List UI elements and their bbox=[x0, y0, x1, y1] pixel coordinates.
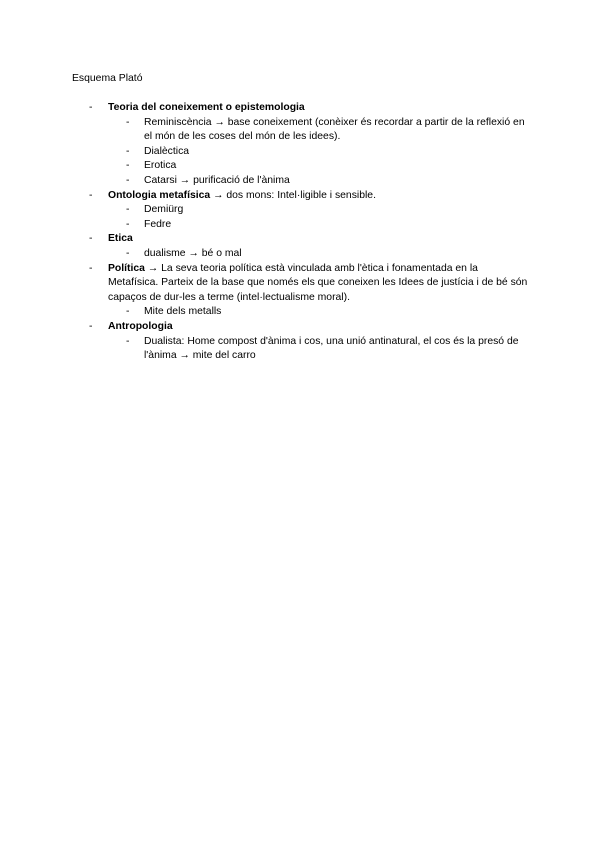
sub-item-text: Fedre bbox=[144, 218, 172, 230]
bullet-dash: - bbox=[126, 116, 130, 128]
sub-item-text: Catarsi → purificació de l'ànima bbox=[144, 174, 290, 186]
sub-item bbox=[72, 174, 530, 189]
outline-item-anthropology bbox=[72, 320, 530, 335]
sub-item-text: Mite dels metalls bbox=[144, 306, 222, 318]
item-heading: Ontologia metafísica bbox=[108, 189, 211, 201]
bullet-dash: - bbox=[89, 102, 93, 113]
sub-item bbox=[72, 305, 530, 320]
bullet-dash: - bbox=[89, 320, 93, 332]
sub-item bbox=[72, 203, 530, 218]
sub-item bbox=[72, 145, 530, 160]
sub-item bbox=[72, 218, 530, 233]
item-heading: Antropologia bbox=[108, 320, 173, 332]
bullet-dash: - bbox=[126, 160, 130, 172]
item-heading: Teoria del coneixement o epistemologia bbox=[108, 102, 305, 113]
bullet-dash: - bbox=[89, 262, 93, 274]
sub-list-anthropology bbox=[72, 335, 530, 364]
outline-item-ethics bbox=[72, 232, 530, 247]
sub-item bbox=[72, 335, 530, 364]
outline-list bbox=[72, 101, 530, 364]
outline-item-politics bbox=[72, 262, 530, 306]
document-title: Esquema Plató bbox=[72, 73, 143, 84]
sub-list-ethics bbox=[72, 247, 530, 262]
sub-list-ontology bbox=[72, 203, 530, 232]
bullet-dash: - bbox=[126, 204, 130, 216]
bullet-dash: - bbox=[126, 247, 130, 259]
sub-item-text: Erotica bbox=[144, 160, 177, 172]
bullet-dash: - bbox=[89, 233, 93, 245]
sub-item-text: Demiürg bbox=[144, 204, 184, 216]
sub-item-text: dualisme → bé o mal bbox=[144, 247, 242, 259]
item-text: → dos mons: Intel·ligible i sensible. bbox=[210, 189, 376, 201]
item-text: → La seva teoria política està vinculada amb l'ètica i fonamentada en la Metafísica. Parteix de la base que només els que coneixen les Idees de justícia i de bé són capaços de dur-les a terme (intel·lectualisme moral). bbox=[108, 262, 528, 303]
bullet-dash: - bbox=[126, 306, 130, 318]
bullet-dash: - bbox=[126, 335, 130, 347]
outline-item-epistemology bbox=[72, 101, 530, 116]
item-heading: Etica bbox=[108, 233, 133, 245]
sub-item bbox=[72, 247, 530, 262]
item-heading: Política bbox=[108, 262, 145, 274]
sub-list-epistemology bbox=[72, 116, 530, 189]
sub-item bbox=[72, 159, 530, 174]
sub-item-text: Dialèctica bbox=[144, 145, 190, 157]
sub-item-text: Reminiscència → base coneixement (conèixer és recordar a partir de la reflexió en el món de les coses del món de les idees). bbox=[144, 116, 525, 143]
bullet-dash: - bbox=[89, 189, 93, 201]
sub-item-text: Dualista: Home compost d'ànima i cos, una unió antinatural, el cos és la presó de l'ànima → mite del carro bbox=[144, 335, 519, 362]
sub-item bbox=[72, 116, 530, 145]
bullet-dash: - bbox=[126, 145, 130, 157]
bullet-dash: - bbox=[126, 218, 130, 230]
bullet-dash: - bbox=[126, 174, 130, 186]
outline-item-ontology bbox=[72, 189, 530, 204]
sub-list-politics bbox=[72, 305, 530, 320]
